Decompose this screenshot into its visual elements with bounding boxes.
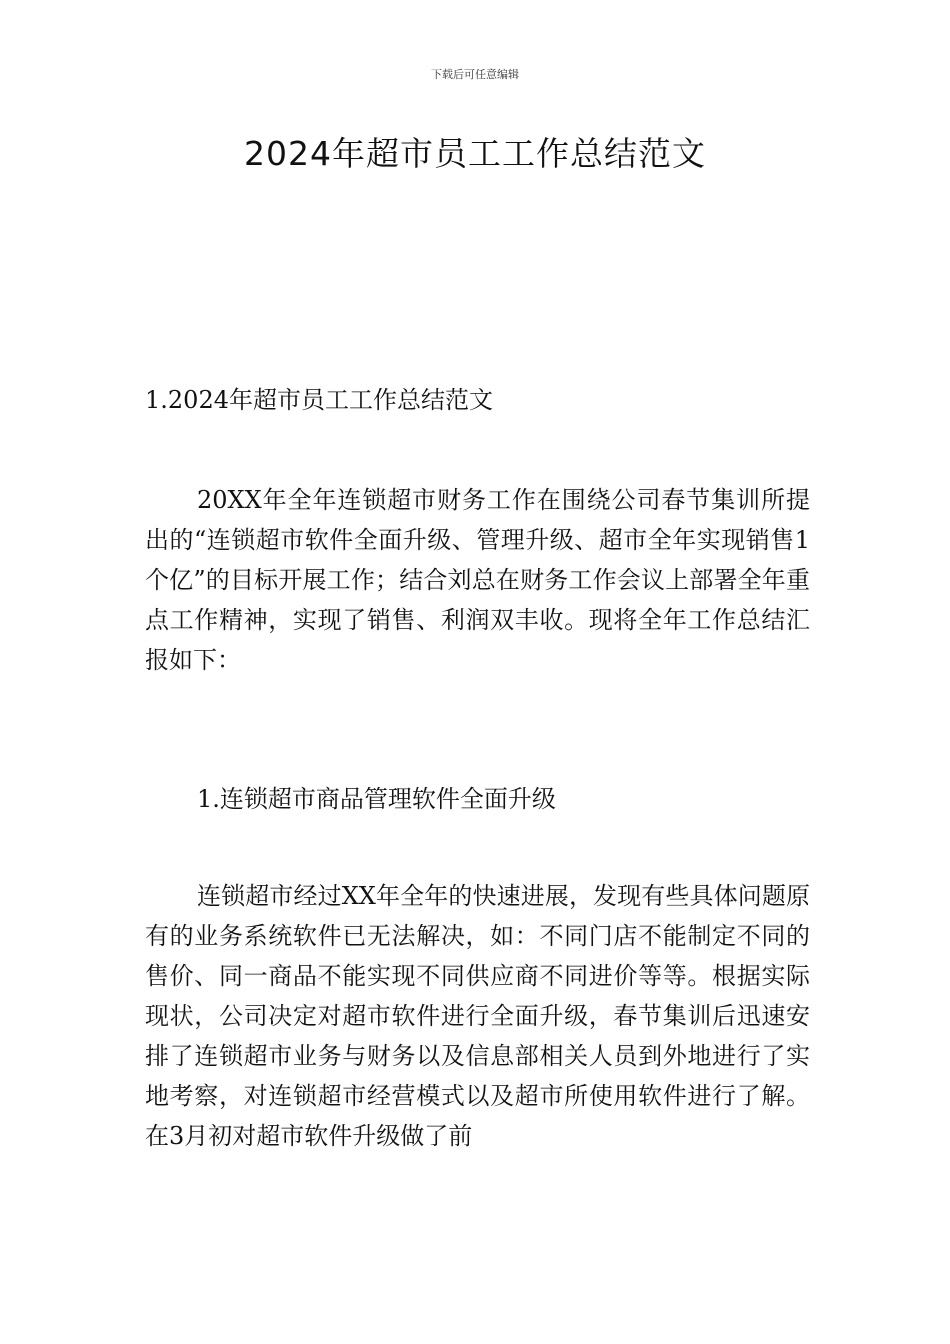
body-paragraph-intro: 20XX年全年连锁超市财务工作在围绕公司春节集训所提出的“连锁超市软件全面升级、管理升级、超市全年实现销售1个亿”的目标开展工作；结合刘总在财务工作会议上部署全年重点工作精神，实现了销售、利润双丰收。现将全年工作总结汇报如下： [145,486,810,674]
body-paragraph-software-upgrade: 连锁超市经过XX年全年的快速进展，发现有些具体问题原有的业务系统软件已无法解决，如：不同门店不能制定不同的售价、同一商品不能实现不同供应商不同进价等等。根据实际现状，公司决定对超市软件进行全面升级，春节集训后迅速安排了连锁超市业务与财务以及信息部相关人员到外地进行了实地考察，对连锁超市经营模式以及超市所使用软件进行了解。在3月初对超市软件升级做了前 [145,882,810,1150]
section-heading: 1.2024年超市员工工作总结范文 [145,386,493,414]
sub-heading: 1.连锁超市商品管理软件全面升级 [197,785,556,813]
document-title: 2024年超市员工工作总结范文 [244,134,706,173]
header-note: 下载后可任意编辑 [431,68,519,81]
